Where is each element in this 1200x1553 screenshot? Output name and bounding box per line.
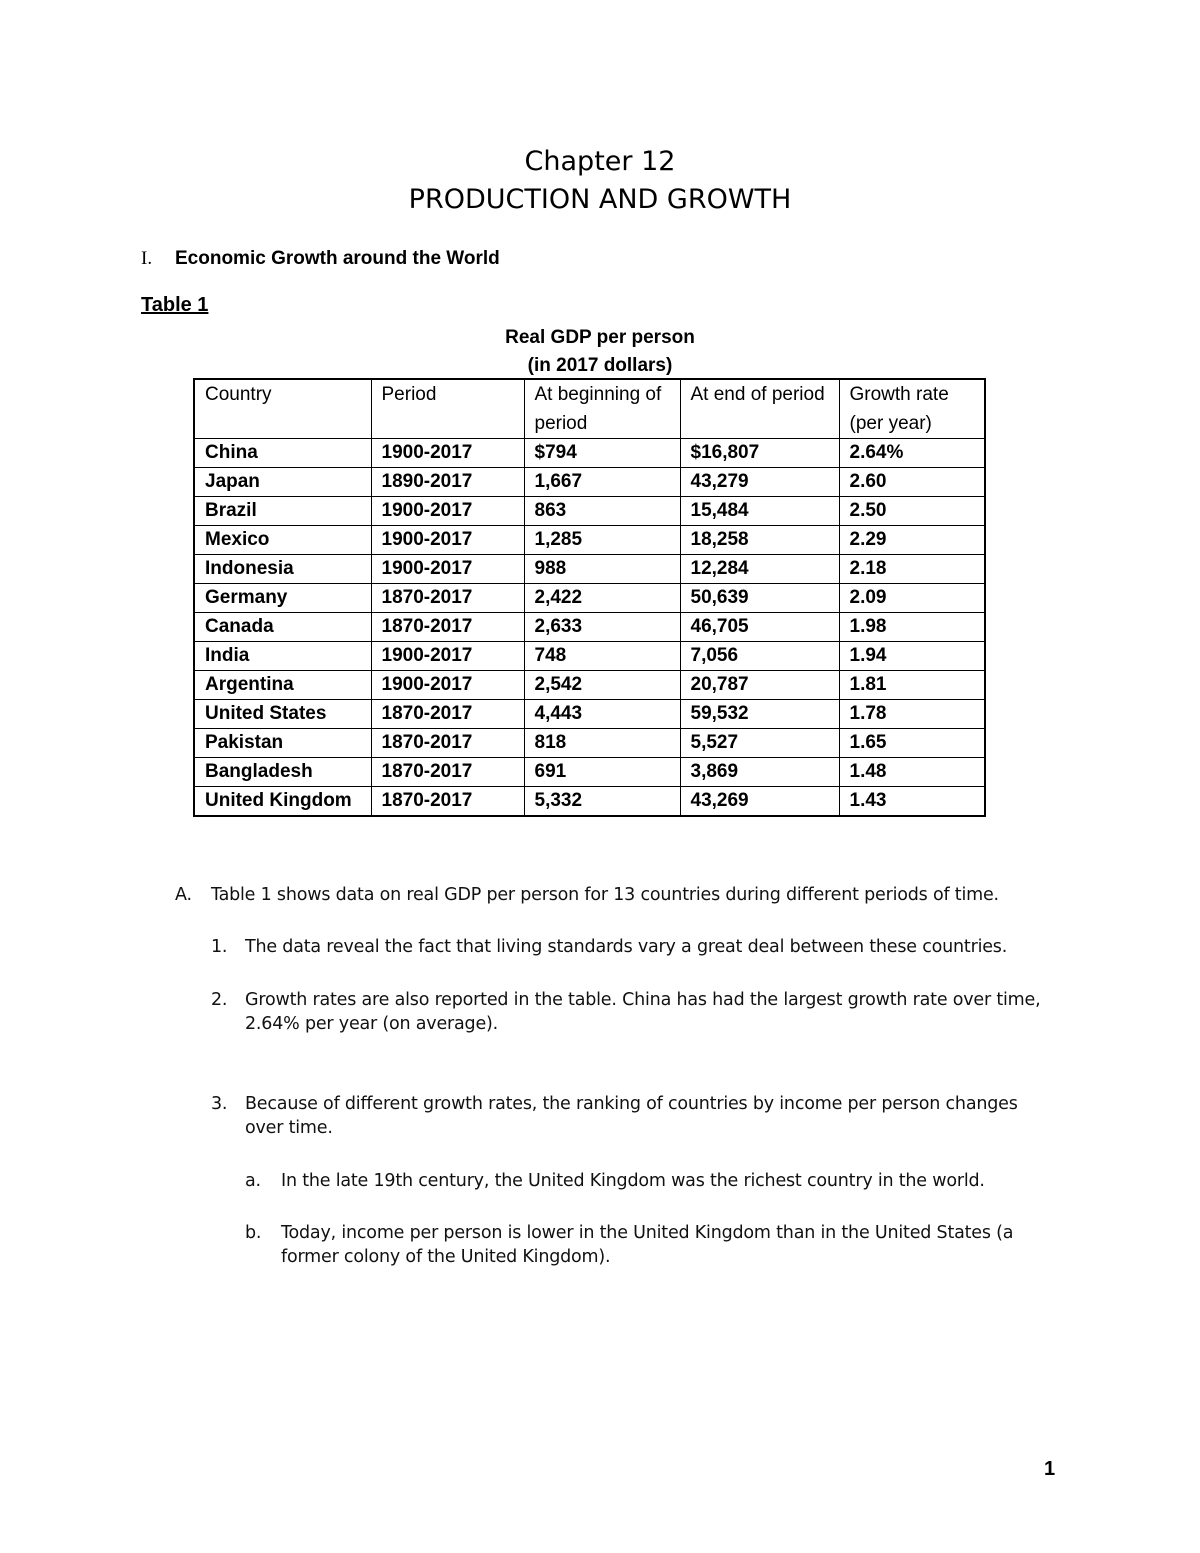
table-cell: 818 [524,729,680,758]
outline-marker: A. [175,885,192,905]
table-cell: 59,532 [680,700,839,729]
outline-marker: b. [245,1223,262,1243]
section-number: I. [141,248,153,269]
outline-text: Because of different growth rates, the ranking of countries by income per person changes over time. [245,1094,1018,1138]
table-row [194,758,985,787]
table-cell: 1870-2017 [371,613,524,642]
table-cell: 1.94 [839,642,985,671]
section-heading [141,246,500,272]
table-cell: China [194,439,371,468]
column-header: At beginning of period [524,379,680,439]
table-cell: 12,284 [680,555,839,584]
table-cell: Canada [194,613,371,642]
table-cell: 1.48 [839,758,985,787]
table-cell: 1.43 [839,787,985,817]
table-caption-units: (in 2017 dollars) [527,355,673,376]
table-cell: 7,056 [680,642,839,671]
table-row [194,584,985,613]
table-cell: 2,422 [524,584,680,613]
outline-marker: a. [245,1171,261,1191]
table-cell: 50,639 [680,584,839,613]
table-cell: 15,484 [680,497,839,526]
table-cell: India [194,642,371,671]
table-cell: Argentina [194,671,371,700]
table-cell: 1870-2017 [371,700,524,729]
table-row [194,613,985,642]
table-cell: 3,869 [680,758,839,787]
outline-text: Table 1 shows data on real GDP per person for 13 countries during different periods of time. [211,885,999,905]
table-cell: 1900-2017 [371,497,524,526]
table-cell: Bangladesh [194,758,371,787]
table-cell: 2.60 [839,468,985,497]
outline-marker: 2. [211,990,228,1010]
table-cell: 2.50 [839,497,985,526]
table-cell: 748 [524,642,680,671]
table-cell: 1,285 [524,526,680,555]
table-cell: Pakistan [194,729,371,758]
outline-text: In the late 19th century, the United Kingdom was the richest country in the world. [281,1171,985,1191]
table-label: Table 1 [141,294,209,316]
column-header: Period [371,379,524,439]
table-cell: 2,633 [524,613,680,642]
table-row [194,787,985,817]
table-cell: 1870-2017 [371,584,524,613]
table-cell: 43,279 [680,468,839,497]
table-cell: 2.29 [839,526,985,555]
table-cell: 1900-2017 [371,439,524,468]
table-cell: 1.81 [839,671,985,700]
table-cell: $16,807 [680,439,839,468]
table-row [194,526,985,555]
table-cell: 2.64% [839,439,985,468]
table-cell: Indonesia [194,555,371,584]
gdp-table [193,378,986,817]
table-row [194,642,985,671]
page-title: PRODUCTION AND GROWTH [408,184,792,215]
table-cell: United States [194,700,371,729]
table-cell: 863 [524,497,680,526]
table-cell: Mexico [194,526,371,555]
table-row [194,497,985,526]
outline-marker: 1. [211,937,228,957]
table-cell: 20,787 [680,671,839,700]
column-header: Growth rate (per year) [839,379,985,439]
table-cell: 2.18 [839,555,985,584]
table-cell: 5,332 [524,787,680,817]
table-cell: 1890-2017 [371,468,524,497]
section-heading-text: Economic Growth around the World [175,248,500,269]
table-cell: United Kingdom [194,787,371,817]
table-cell: 1,667 [524,468,680,497]
table-row [194,555,985,584]
table-cell: 4,443 [524,700,680,729]
table-cell: 18,258 [680,526,839,555]
table-row [194,671,985,700]
page-number: 1 [1044,1458,1056,1480]
table-cell: 43,269 [680,787,839,817]
table-cell: 1870-2017 [371,758,524,787]
outline-marker: 3. [211,1094,228,1114]
table-cell: $794 [524,439,680,468]
table-cell: Japan [194,468,371,497]
table-cell: 1900-2017 [371,526,524,555]
column-header: At end of period [680,379,839,439]
column-header: Country [194,379,371,439]
table-cell: 2.09 [839,584,985,613]
table-cell: 1900-2017 [371,671,524,700]
table-cell: 1.65 [839,729,985,758]
chapter-heading: Chapter 12 [524,146,676,177]
table-caption: Real GDP per person [505,327,695,348]
outline-text: Today, income per person is lower in the United Kingdom than in the United States (a former colony of the United Kingdom). [281,1223,1014,1267]
table-cell: 1.98 [839,613,985,642]
table-row [194,729,985,758]
table-row [194,700,985,729]
table-row [194,468,985,497]
table-cell: 988 [524,555,680,584]
table-cell: 1.78 [839,700,985,729]
table-header-row [194,379,985,439]
table-cell: Brazil [194,497,371,526]
table-cell: 1870-2017 [371,729,524,758]
table-cell: 1870-2017 [371,787,524,817]
outline-text: Growth rates are also reported in the table. China has had the largest growth rate over time, 2.64% per year (on average). [245,990,1041,1034]
table-cell: 1900-2017 [371,555,524,584]
table-row [194,439,985,468]
table-cell: Germany [194,584,371,613]
outline-text: The data reveal the fact that living standards vary a great deal between these countries. [245,937,1008,957]
table-cell: 691 [524,758,680,787]
table-cell: 1900-2017 [371,642,524,671]
table-cell: 2,542 [524,671,680,700]
table-cell: 5,527 [680,729,839,758]
table-cell: 46,705 [680,613,839,642]
